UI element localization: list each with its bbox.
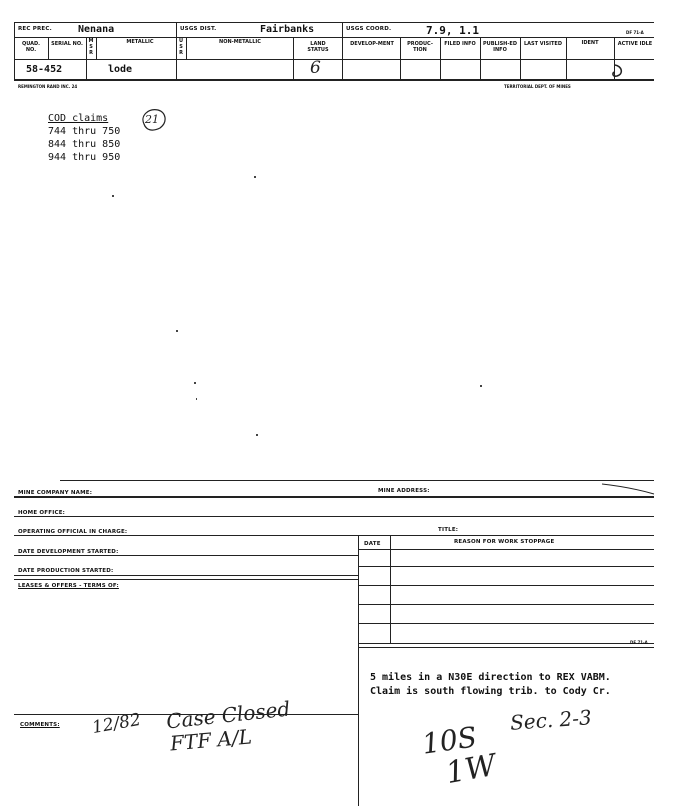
section-handwritten: Sec. 2-3 (509, 705, 593, 735)
usgs-dist-value: Fairbanks (260, 24, 315, 35)
printer-mark: REMINGTON RAND INC. 24 (18, 84, 78, 89)
quad-serial-value: 58-452 (26, 64, 63, 75)
notes-line-3: 944 thru 950 (48, 152, 121, 163)
active-mark-icon (608, 62, 628, 80)
col-development: DEVELOP-MENT (350, 41, 394, 47)
col-filed-info: FILED INFO (444, 41, 476, 47)
usgs-coord-value: 7.9, 1.1 (426, 24, 479, 37)
date-development-label: DATE DEVELOPMENT STARTED: (18, 549, 119, 555)
location-line-1: 5 miles in a N30E direction to REX VABM. (370, 672, 611, 683)
mine-company-name-label: MINE COMPANY NAME: (18, 490, 93, 496)
metallic-value: lode (108, 64, 133, 75)
reason-col-header: REASON FOR WORK STOPPAGE (454, 539, 555, 545)
col-metallic: METALLIC (126, 39, 154, 45)
form-corner-mark: DF 71-A (626, 30, 644, 35)
notes-title: COD claims (48, 113, 109, 124)
operating-official-label: OPERATING OFFICIAL IN CHARGE: (18, 529, 128, 535)
rec-prec-label: REC PREC. (18, 26, 52, 32)
home-office-label: HOME OFFICE: (18, 510, 66, 516)
col-msr: M S R (88, 38, 94, 56)
col-active-idle: ACTIVE IDLE (617, 41, 653, 47)
title-label: TITLE: (438, 527, 459, 533)
col-quad-no: QUAD. NO. (21, 41, 41, 53)
township-handwritten: 10S (419, 720, 479, 761)
col-last-visited: LAST VISITED (524, 41, 562, 47)
range-handwritten: 1W (443, 747, 499, 792)
date-production-label: DATE PRODUCTION STARTED: (18, 568, 114, 574)
location-line-2: Claim is south flowing trib. to Cody Cr. (370, 686, 611, 697)
territorial-dept: TERRITORIAL DEPT. OF MINES (504, 84, 571, 89)
col-published-info: PUBLISH-ED INFO (482, 41, 517, 53)
ftf-handwritten: FTF A/L (169, 724, 253, 756)
case-closed-handwritten: Case Closed (165, 696, 292, 734)
usgs-dist-label: USGS DIST. (180, 26, 217, 32)
col-ident: IDENT (581, 40, 599, 46)
usgs-coord-label: USGS COORD. (346, 26, 392, 32)
col-production: PRODUC-TION (407, 41, 433, 53)
date-col-header: DATE (364, 541, 381, 547)
notes-line-1: 744 thru 750 (48, 126, 121, 137)
land-status-value: 6 (310, 58, 321, 78)
col-land-status: LAND STATUS (307, 41, 329, 53)
notes-line-2: 844 thru 850 (48, 139, 121, 150)
col-usr: U S R (178, 38, 184, 56)
leases-label: LEASES & OFFERS - TERMS OF: (18, 583, 119, 589)
corner-curl-icon (600, 474, 656, 496)
rec-prec-value: Nenana (78, 24, 115, 35)
circled-number: 21 (145, 113, 159, 126)
col-serial-no: SERIAL NO. (51, 41, 83, 47)
form-number: DF 71-A (630, 640, 648, 645)
comment-date-handwritten: 12/82 (90, 709, 143, 739)
mine-address-label: MINE ADDRESS: (378, 488, 430, 494)
comments-label: COMMENTS: (20, 722, 60, 728)
col-non-metallic: NON-METALLIC (219, 39, 261, 45)
